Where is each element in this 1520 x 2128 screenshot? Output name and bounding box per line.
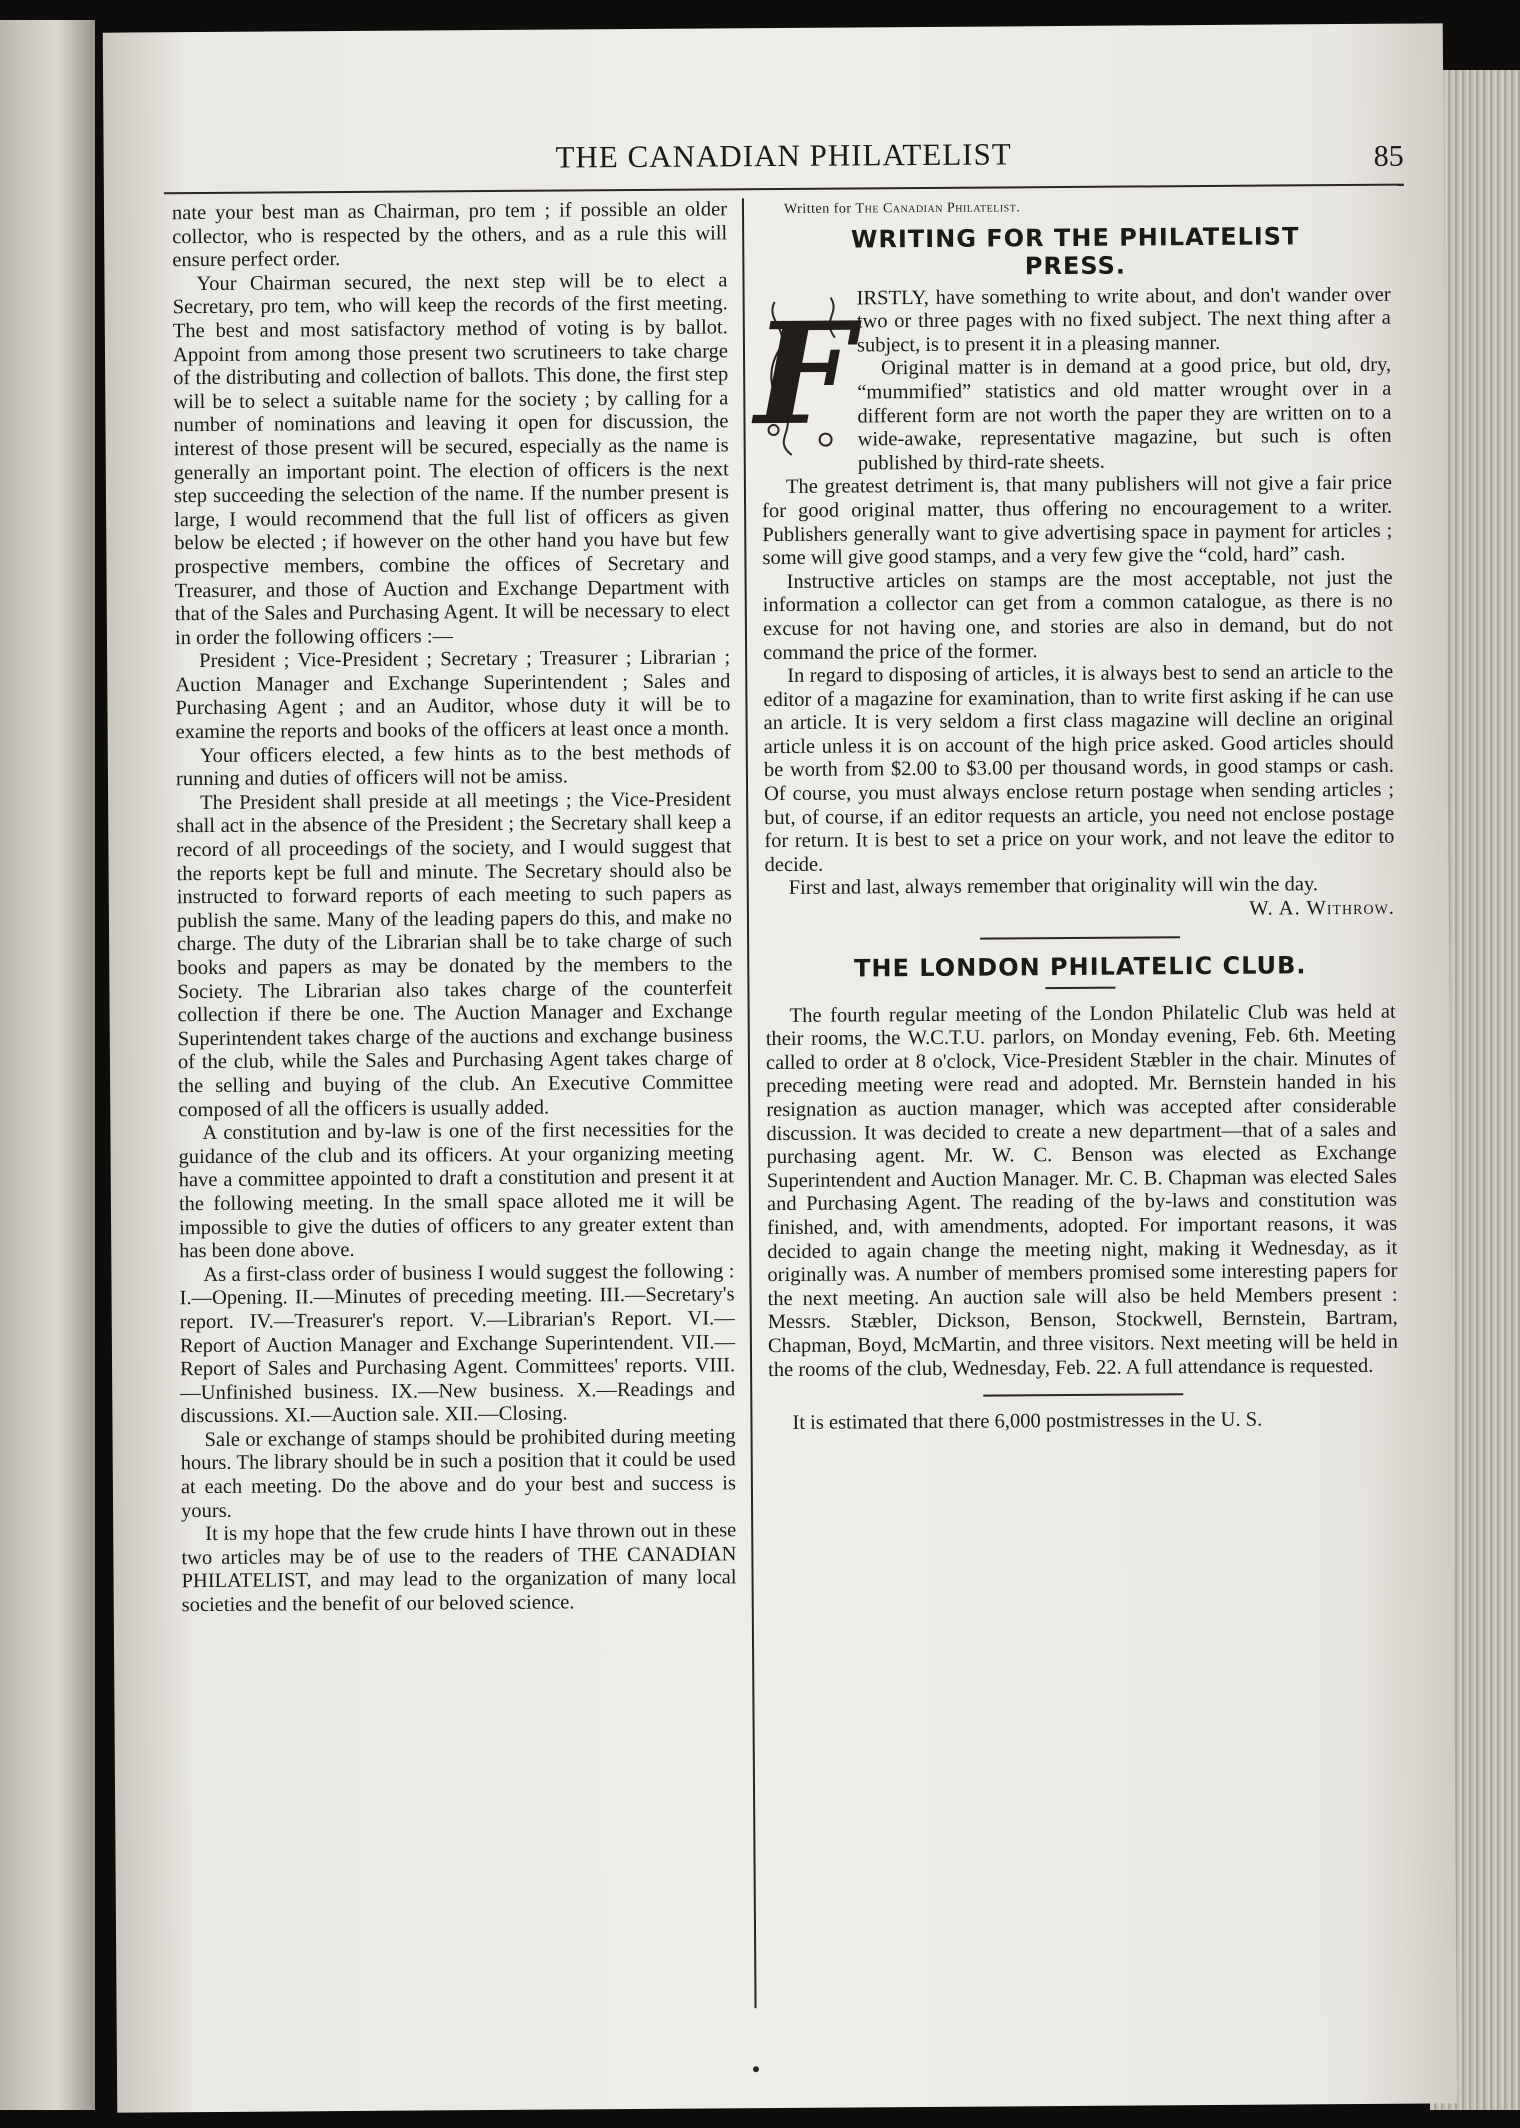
- paragraph: It is my hope that the few crude hints I have thrown out in these two articles may be of use to the readers of THE CANADIAN PHILATELIST, and may lead to the organization of many local societies and the benefit of our beloved science.: [181, 1519, 737, 1617]
- left-column: [172, 198, 737, 1617]
- paragraph: A constitution and by-law is one of the first necessities for the guidance of the club and its officers. At your organizing meeting have a committee appointed to draft a constitution and present it at the following meeting. In the small space alloted me it will be impossible to give the duties of officers to any greater extent than has been done above.: [178, 1118, 735, 1263]
- page-number: 85: [1373, 139, 1404, 173]
- column-rule: [742, 198, 757, 2008]
- right-column: [753, 194, 1399, 1436]
- filler-note: It is estimated that there 6,000 postmistresses in the U. S.: [792, 1408, 1263, 1435]
- title-underline: [1045, 986, 1115, 988]
- paragraph: As a first-class order of business I would suggest the following : I.—Opening. II.—Minutes of preceding meeting. III.—Secretary's report. IV.—Treasurer's report. V.—Librarian's Report. VI.—Report of Auction Manager and Exchange Superintendent. VII.—Report of Sales and Purchasing Agent. Committees' reports. VIII.—Unfinished business. IX.—New business. X.—Readings and discussions. XI.—Auction sale. XII.—Closing.: [179, 1260, 736, 1428]
- paragraph: IRSTLY, have something to write about, and don't wander over two or three pages with no fixed subject. The next thing after a subject, is to present it in a pleasing manner.: [856, 283, 1391, 357]
- section-divider: [983, 1393, 1183, 1396]
- drop-cap-letter: F: [753, 292, 855, 457]
- paragraph: nate your best man as Chairman, pro tem ; if possible an older collector, who is respected by the others, and as a rule this will ensure perfect order.: [171, 198, 728, 272]
- article-title-line2: PRESS.: [1024, 251, 1127, 280]
- article-title: THE LONDON PHILATELIC CLUB.: [853, 950, 1307, 983]
- credit-publication: The Canadian Philatelist.: [855, 200, 1021, 217]
- printer-mark: [753, 2066, 759, 2072]
- paragraph: Instructive articles on stamps are the most acceptable, not just the information a collector can get from a common catalogue, as there is no excuse for not having one, and stories are also in demand, but do not command the price of the former.: [762, 566, 1393, 664]
- paragraph: The fourth regular meeting of the London Philatelic Club was held at their rooms, the W.C.T.U. parlors, on Monday evening, Feb. 6th. Meeting called to order at 8 o'clock, Vice-President Stæbler in the chair. Minutes of preceding meeting were read and adopted. Mr. Bernstein handed in his resignation as auction manager, which was accepted after considerable discussion. It was decided to create a new department—that of a sales and purchasing agent. Mr. W. C. Benson was elected as Exchange Superintendent and Auction Manager. Mr. C. B. Chapman was elected Sales and Purchasing Agent. The reading of the by-laws and constitution was finished, and, with amendments, adopted. For important reasons, it was decided to again change the meeting night, making it Wednesday, as it originally was. A number of members promised some interesting papers for the next meeting. An auction sale will also be held Members present : Messrs. Stæbler, Dickson, Benson, Stockwell, Bernstein, Bartram, Chapman, Boyd, McMartin, and three visitors. Next meeting will be held in the rooms of the club, Wednesday, Feb. 22. A full attendance is requested.: [765, 1000, 1399, 1381]
- paragraph: The greatest detriment is, that many publishers will not give a fair price for good original matter, thus offering no encouragement to a writer. Publishers generally want to give advertising space in payment for articles ; some will give good stamps, and a very few give the “cold, hard” cash.: [762, 472, 1393, 570]
- book-page: [103, 23, 1457, 2112]
- running-head: THE CANADIAN PHILATELIST: [555, 136, 1012, 175]
- paragraph: Sale or exchange of stamps should be prohibited during meeting hours. The library should be in such a position that it could be used at each meeting. Do the above and do your best and success is yours.: [180, 1425, 736, 1522]
- paragraph: Your Chairman secured, the next step will be to elect a Secretary, pro tem, who will keep the records of the first meeting. The best and most satisfactory method of voting is by ballot. Appoint from among those present two scrutineers to take charge of the distributing and collection of ballots. This done, the first step will be to select a suitable name for the society ; by calling for a number of nominations and leaving it open for discussion, the interest of those present will be secured, especially as the name is generally an important point. The election of officers is the next step succeeding the selection of the name. If the number present is large, I would recommend that the full list of officers as given below be elected ; if however on the other hand you have but few prospective members, combine the offices of Secretary and Treasurer, and those of Auction and Exchange Department with that of the Sales and Purchasing Agent. It will be necessary to elect in order the following officers :—: [172, 269, 730, 649]
- paragraph: Your officers elected, a few hints as to the best methods of running and duties of officers will not be amiss.: [175, 740, 731, 791]
- paragraph: The President shall preside at all meetings ; the Vice-President shall act in the absence of the President ; the Secretary shall keep a record of all proceedings of the society, and I would suggest that the reports kept be full and minute. The Secretary should also be instructed to forward reports of each meeting to such papers as publish the same. Many of the leading papers do this, and make no charge. The duty of the Librarian shall be to take charge of such books and papers as may be donated by the members to the Society. The Librarian also takes charge of the counterfeit collection if there be one. The Auction Manager and Exchange Superintendent takes charge of the auctions and exchange business of the club, while the Sales and Purchasing Agent takes charge of the selling and buying of the club. An Executive Committee composed of all the officers is usually added.: [176, 788, 734, 1121]
- paragraph: In regard to disposing of articles, it is always best to send an article to the editor of a magazine for examination, than to write first asking if he can use an article. It is very seldom a first class magazine will decline an original article unless it is on account of the high price asked. Good articles should be worth from $2.00 to $3.00 per thousand words, in good stamps or cash. Of course, you must always enclose return postage when sending articles ; but, of course, if an editor requests an article, you need not enclose postage for return. It is best to set a price on your work, and not leave the editor to decide.: [763, 660, 1395, 876]
- article-title: [760, 221, 1390, 281]
- paragraph: First and last, always remember that originality will win the day.: [788, 873, 1319, 900]
- article-title-line1: WRITING FOR THE PHILATELIST: [850, 221, 1300, 254]
- paragraph: President ; Vice-President ; Secretary ; Treasurer ; Librarian ; Auction Manager and Exchange Superintendent ; Sales and Purchasing Agent ; and an Auditor, whose duty it will be to examine the reports and books of the officers at least once a month.: [175, 646, 731, 744]
- article-credit: [760, 194, 1390, 222]
- ornamental-drop-cap: [753, 289, 855, 460]
- section-divider: [980, 936, 1180, 939]
- credit-prefix: Written for: [783, 201, 852, 217]
- facing-page-edge: [0, 20, 95, 2110]
- article-signature: W. A. Withrow.: [1249, 896, 1395, 920]
- paragraph: Original matter is in demand at a good price, but old, dry, “mummified” statistics and old matter wrought over in a different form are not worth the paper they are written on to a wide-awake, representative magazine, but such is often published by third-rate sheets.: [857, 354, 1392, 475]
